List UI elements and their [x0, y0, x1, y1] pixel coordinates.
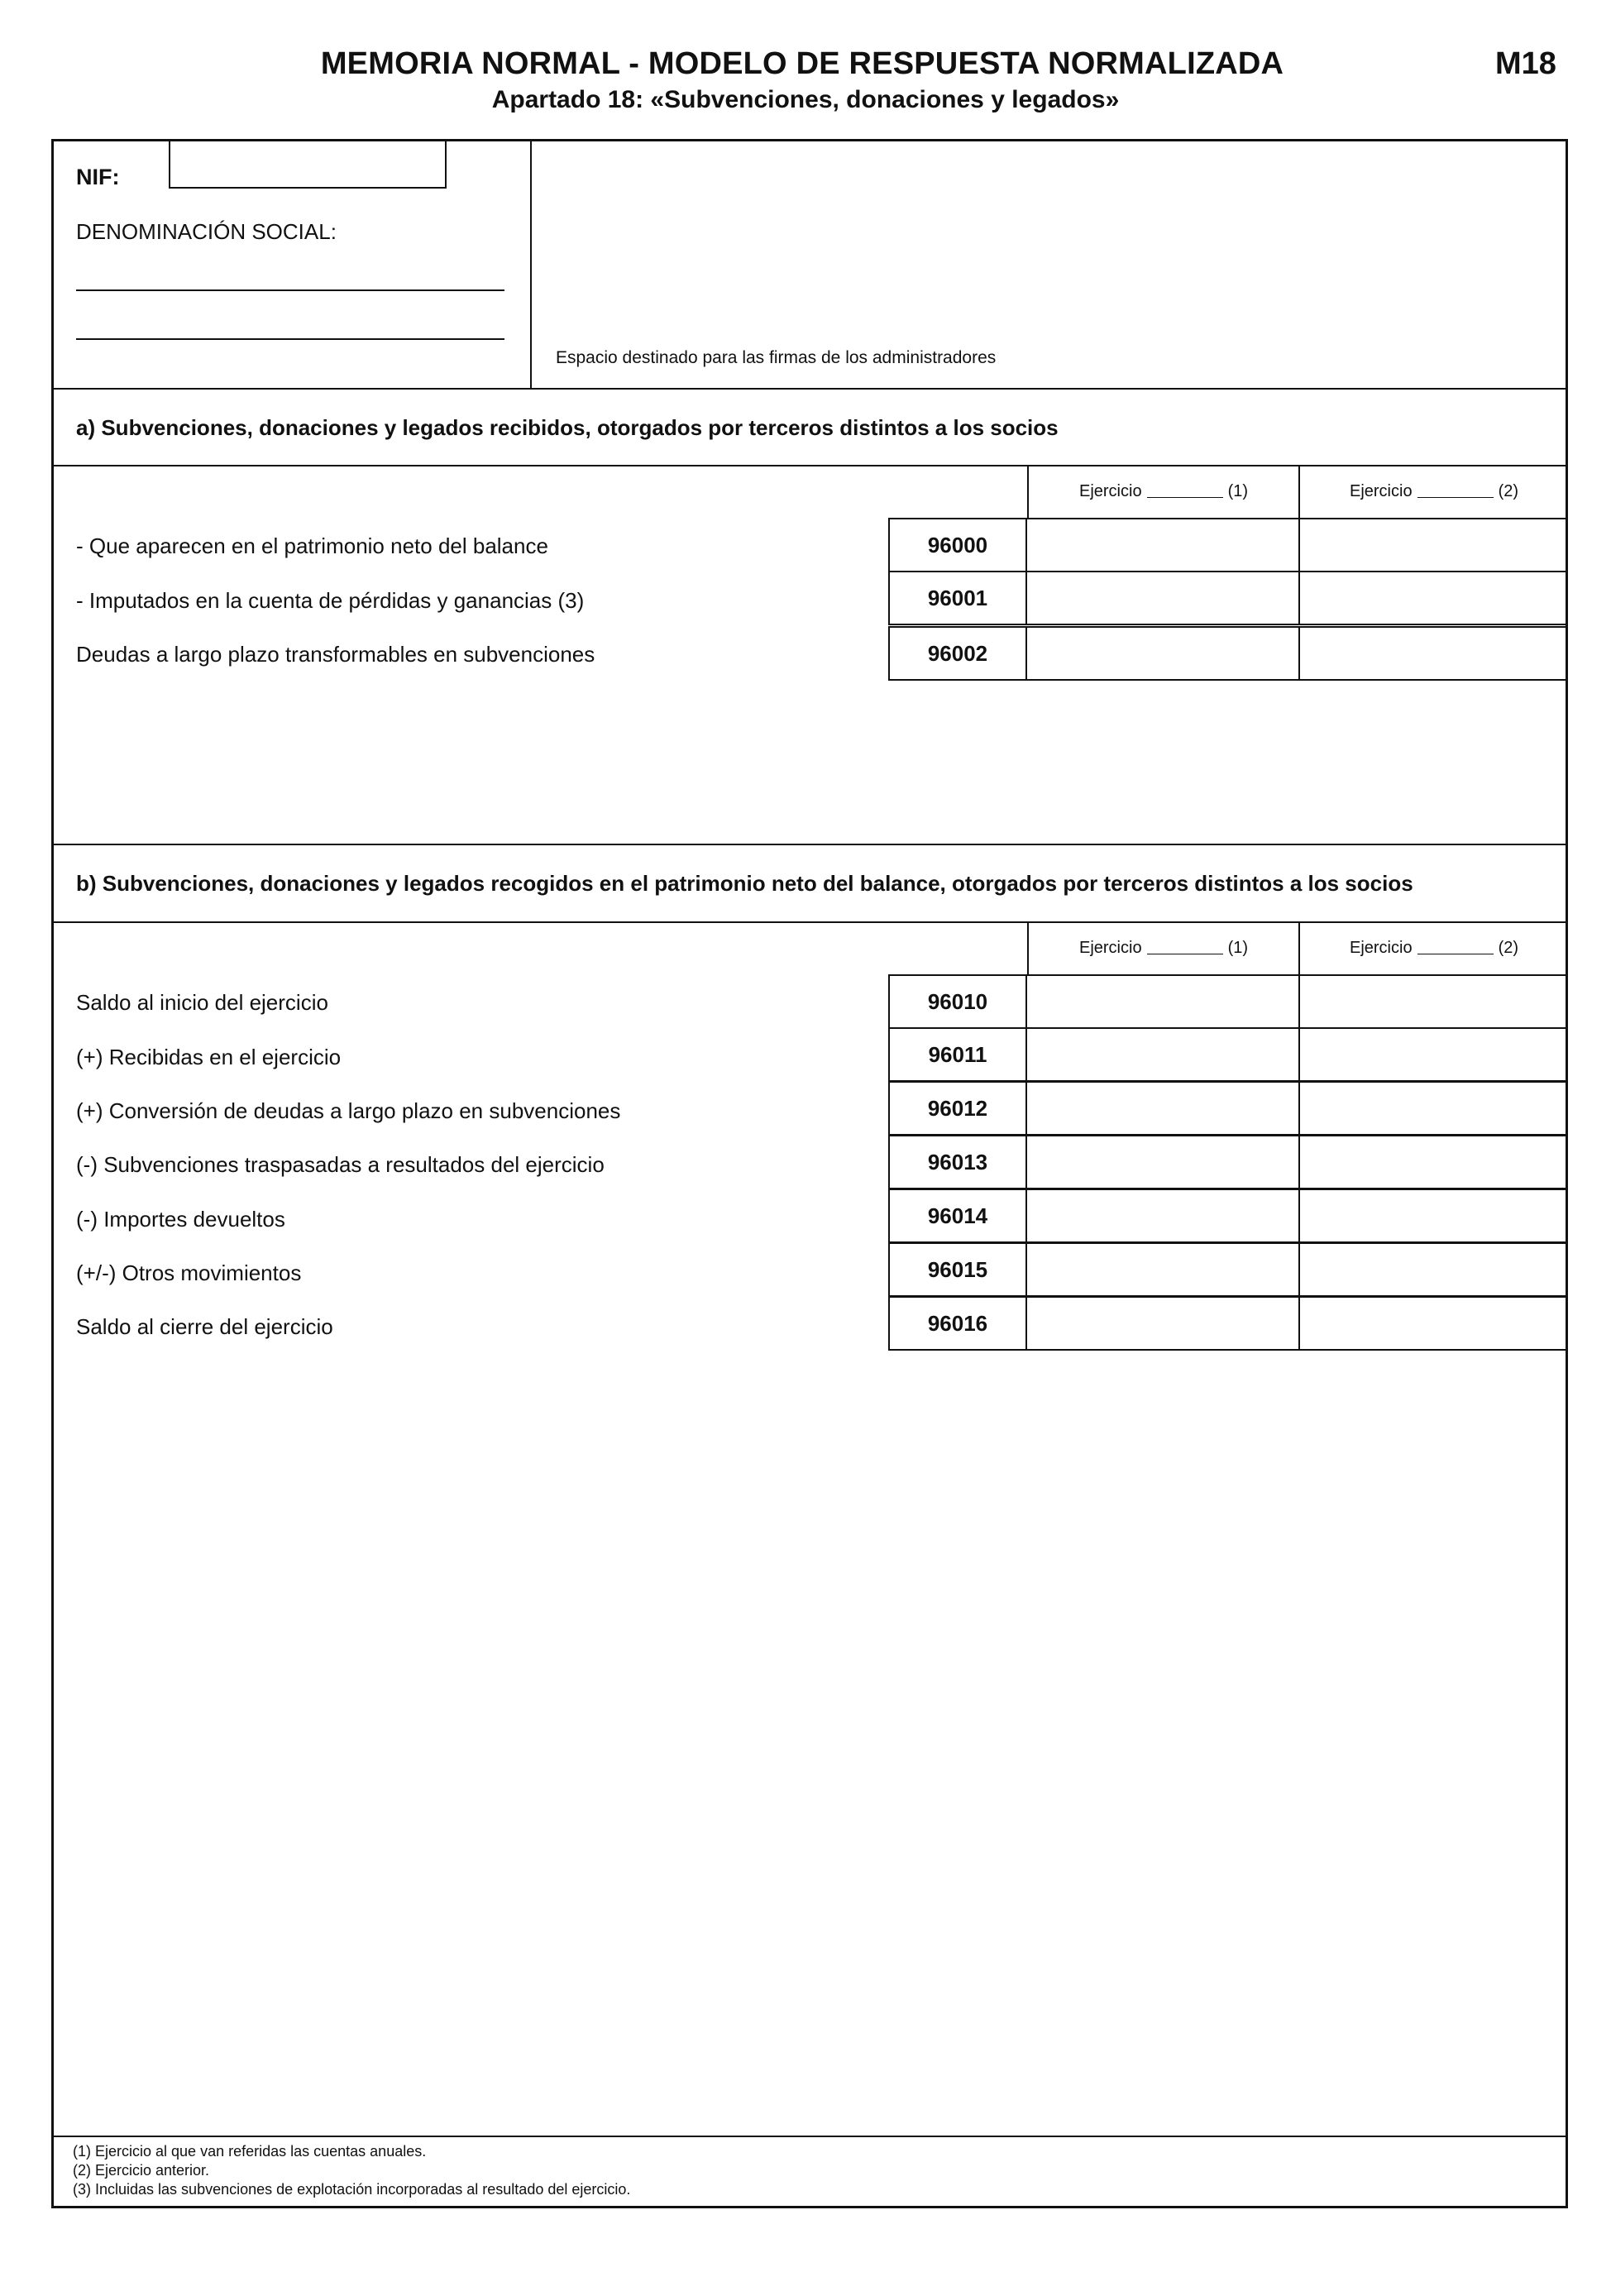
section-a-col1-header: Ejercicio (1) — [1027, 465, 1300, 519]
row-label: (+) Conversión de deudas a largo plazo en subvenciones — [76, 1098, 621, 1123]
value-cell-previous[interactable] — [1298, 626, 1568, 681]
value-cell-previous[interactable] — [1298, 1189, 1568, 1243]
denominacion-label: DENOMINACIÓN SOCIAL: — [76, 219, 337, 244]
row-label: (+/-) Otros movimientos — [76, 1260, 302, 1285]
form-title: MEMORIA NORMAL - MODELO DE RESPUESTA NORMALIZADA — [320, 46, 1284, 81]
col1-year-blank[interactable] — [1147, 486, 1223, 498]
section-b-col1-header: Ejercicio (1) — [1027, 921, 1300, 976]
row-code: 96015 — [888, 1242, 1027, 1297]
section-a-title: a) Subvenciones, donaciones y legados recibidos, otorgados por terceros distintos a los socios — [76, 415, 1059, 440]
row-label: (-) Importes devueltos — [76, 1207, 285, 1232]
denominacion-line-2[interactable] — [76, 338, 504, 340]
footnote-3: (3) Incluidas las subvenciones de explotación incorporadas al resultado del ejercicio. — [73, 2181, 631, 2198]
row-code: 96016 — [888, 1296, 1027, 1351]
col2-year-blank[interactable] — [1417, 486, 1494, 498]
value-cell-current[interactable] — [1027, 1189, 1300, 1243]
col2-year-blank[interactable] — [1417, 942, 1494, 954]
value-cell-current[interactable] — [1027, 1081, 1300, 1136]
row-code: 96010 — [888, 974, 1027, 1029]
section-a-top-rule — [51, 388, 1568, 390]
value-cell-current[interactable] — [1027, 518, 1300, 572]
value-cell-previous[interactable] — [1298, 518, 1568, 572]
nif-label: NIF: — [76, 165, 120, 189]
value-cell-previous[interactable] — [1298, 571, 1568, 625]
form-code: M18 — [1495, 46, 1556, 81]
value-cell-previous[interactable] — [1298, 974, 1568, 1029]
row-code: 96012 — [888, 1081, 1027, 1136]
signature-area[interactable] — [533, 142, 1566, 387]
section-b-title: b) Subvenciones, donaciones y legados recogidos en el patrimonio neto del balance, otorgados por terceros distintos a los socios — [76, 871, 1413, 896]
value-cell-current[interactable] — [1027, 1027, 1300, 1082]
value-cell-current[interactable] — [1027, 1135, 1300, 1189]
section-b-top-rule — [51, 844, 1568, 845]
value-cell-previous[interactable] — [1298, 1081, 1568, 1136]
value-cell-current[interactable] — [1027, 974, 1300, 1029]
value-cell-current[interactable] — [1027, 1296, 1300, 1351]
value-cell-current[interactable] — [1027, 1242, 1300, 1297]
section-b-col2-header: Ejercicio (2) — [1298, 921, 1568, 976]
value-cell-previous[interactable] — [1298, 1135, 1568, 1189]
value-cell-current[interactable] — [1027, 571, 1300, 625]
footnote-2: (2) Ejercicio anterior. — [73, 2162, 210, 2179]
row-code: 96002 — [888, 626, 1027, 681]
row-label: Saldo al inicio del ejercicio — [76, 990, 328, 1015]
row-label: - Imputados en la cuenta de pérdidas y ganancias (3) — [76, 588, 585, 613]
footnotes-rule — [51, 2136, 1568, 2137]
row-code: 96001 — [888, 571, 1027, 625]
denominacion-line-1[interactable] — [76, 289, 504, 291]
row-label: Saldo al cierre del ejercicio — [76, 1314, 333, 1339]
value-cell-current[interactable] — [1027, 626, 1300, 681]
signature-area-caption: Espacio destinado para las firmas de los administradores — [556, 348, 997, 367]
value-cell-previous[interactable] — [1298, 1296, 1568, 1351]
identification-divider — [530, 139, 532, 389]
form-subtitle: Apartado 18: «Subvenciones, donaciones y legados» — [491, 86, 1120, 113]
row-code: 96000 — [888, 518, 1027, 572]
section-a-col2-header: Ejercicio (2) — [1298, 465, 1568, 519]
value-cell-previous[interactable] — [1298, 1027, 1568, 1082]
footnote-1: (1) Ejercicio al que van referidas las cuentas anuales. — [73, 2143, 427, 2160]
nif-field[interactable] — [169, 139, 447, 189]
row-label: (+) Recibidas en el ejercicio — [76, 1045, 342, 1069]
row-code: 96013 — [888, 1135, 1027, 1189]
row-code: 96014 — [888, 1189, 1027, 1243]
row-label: (-) Subvenciones traspasadas a resultados del ejercicio — [76, 1152, 605, 1177]
row-code: 96011 — [888, 1027, 1027, 1082]
row-label: Deudas a largo plazo transformables en subvenciones — [76, 642, 595, 667]
row-label: - Que aparecen en el patrimonio neto del balance — [76, 533, 548, 558]
col1-year-blank[interactable] — [1147, 942, 1223, 954]
value-cell-previous[interactable] — [1298, 1242, 1568, 1297]
